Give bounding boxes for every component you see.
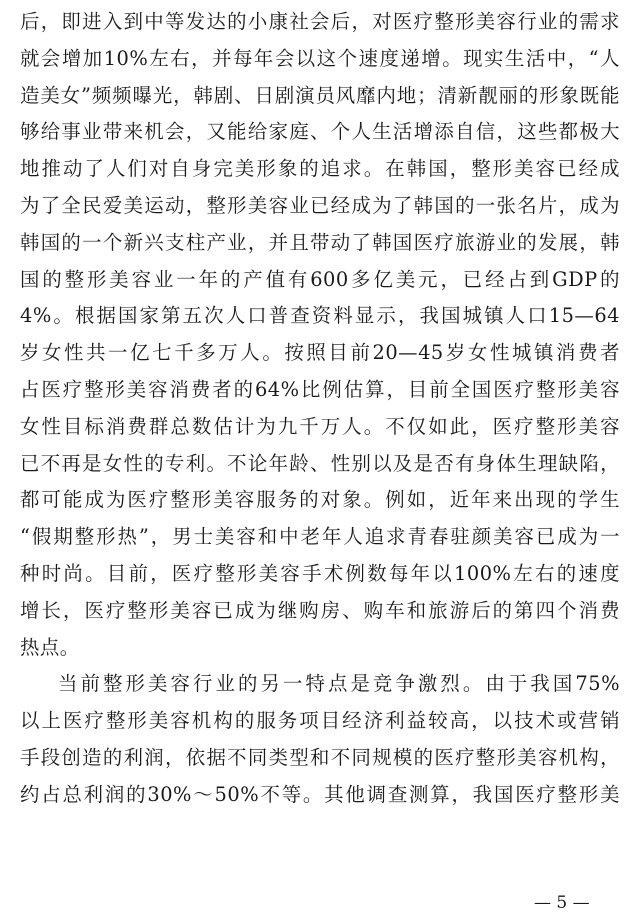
text-line: 就会增加10%左右，并每年会以这个速度递增。现实生活中，“人	[20, 46, 620, 70]
text-line: 国的整形美容业一年的产值有600多亿美元，已经占到GDP的	[20, 267, 620, 291]
text-line: 地推动了人们对自身完美形象的追求。在韩国，整形美容已经成	[20, 157, 620, 181]
text-line: 已不再是女性的专利。不论年龄、性别以及是否有身体生理缺陷，	[20, 451, 620, 475]
text-line: 4%。根据国家第五次人口普查资料显示，我国城镇人口15—64	[20, 304, 620, 328]
paragraph	[20, 666, 620, 813]
text-line: 约占总利润的30%～50%不等。其他调查测算，我国医疗整形美	[20, 782, 620, 806]
text-line: 韩国的一个新兴支柱产业，并且带动了韩国医疗旅游业的发展，韩	[20, 230, 620, 254]
text-line: 种时尚。目前，医疗整形美容手术例数每年以100%左右的速度	[20, 561, 620, 585]
text-line: 后，即进入到中等发达的小康社会后，对医疗整形美容行业的需求	[20, 10, 620, 33]
text-line: 够给事业带来机会，又能给家庭、个人生活增添自信，这些都极大	[20, 120, 620, 144]
text-line: 女性目标消费群总数估计为九千万人。不仅如此，医疗整形美容	[20, 414, 620, 438]
text-line: 都可能成为医疗整形美容服务的对象。例如，近年来出现的学生	[20, 488, 620, 512]
body-text	[20, 4, 620, 814]
text-line: 占医疗整形美容消费者的64%比例估算，目前全国医疗整形美容	[20, 377, 620, 401]
text-line: 手段创造的利润，依据不同类型和不同规模的医疗整形美容机构，	[20, 745, 620, 769]
text-line: 造美女”频频曝光，韩剧、日剧演员风靡内地；清新靓丽的形象既能	[20, 83, 620, 107]
text-line: 增长，医疗整形美容已成为继购房、购车和旅游后的第四个消费	[20, 598, 620, 622]
text-line: “假期整形热”，男士美容和中老年人追求青春驻颜美容已成为一	[20, 525, 620, 549]
text-line: 为了全民爱美运动，整形美容业已经成为了韩国的一张名片，成为	[20, 193, 620, 217]
text-line: 岁女性共一亿七千多万人。按照目前20—45岁女性城镇消费者	[20, 341, 620, 365]
paragraph	[20, 4, 620, 666]
text-line: 当前整形美容行业的另一特点是竞争激烈。由于我国75%	[58, 672, 620, 696]
text-line: 热点。	[20, 635, 80, 659]
page-number: — 5 —	[534, 893, 590, 913]
text-line: 以上医疗整形美容机构的服务项目经济利益较高，以技术或营销	[20, 709, 620, 733]
